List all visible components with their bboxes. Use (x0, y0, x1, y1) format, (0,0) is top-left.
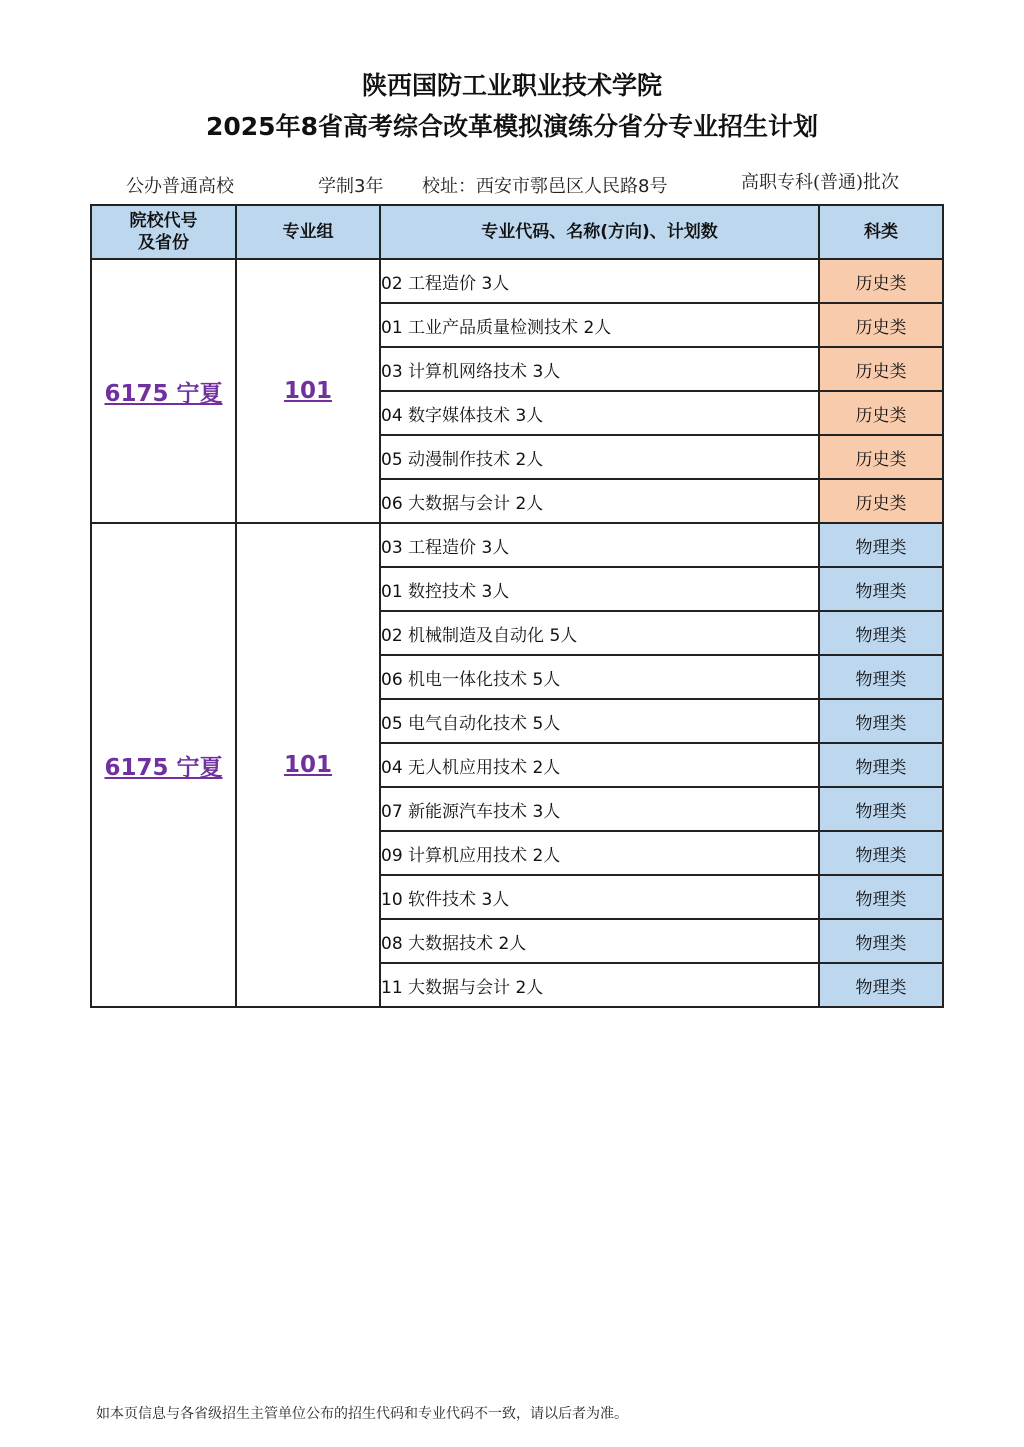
category-cell: 物理类 (819, 699, 943, 743)
category-cell: 物理类 (819, 743, 943, 787)
major-cell: 11 大数据与会计 2人 (380, 963, 819, 1007)
school-code-link[interactable]: 6175 宁夏 (91, 523, 236, 1007)
footer-note: 如本页信息与各省级招生主管单位公布的招生代码和专业代码不一致，请以后者为准。 (96, 1406, 628, 1422)
major-cell: 02 工程造价 3人 (380, 259, 819, 303)
category-cell: 历史类 (819, 479, 943, 523)
batch: 高职专科(普通)批次 (741, 172, 900, 193)
category-cell: 物理类 (819, 963, 943, 1007)
major-group-link[interactable]: 101 (236, 523, 380, 1007)
school-code-link[interactable]: 6175 宁夏 (91, 259, 236, 523)
table-header-row (91, 205, 943, 259)
category-cell: 历史类 (819, 347, 943, 391)
category-cell: 历史类 (819, 259, 943, 303)
category-cell: 历史类 (819, 391, 943, 435)
major-group-link[interactable]: 101 (236, 259, 380, 523)
major-cell: 03 工程造价 3人 (380, 523, 819, 567)
document-title: 陕西国防工业职业技术学院 (361, 71, 662, 100)
header-code-line1: 院校代号 (129, 211, 198, 231)
major-cell: 06 机电一体化技术 5人 (380, 655, 819, 699)
address: 校址：西安市鄠邑区人民路8号 (422, 176, 668, 197)
major-cell: 02 机械制造及自动化 5人 (380, 611, 819, 655)
category-cell: 物理类 (819, 919, 943, 963)
category-cell: 物理类 (819, 787, 943, 831)
major-cell: 07 新能源汽车技术 3人 (380, 787, 819, 831)
major-cell: 01 工业产品质量检测技术 2人 (380, 303, 819, 347)
table-row (91, 523, 943, 567)
major-cell: 09 计算机应用技术 2人 (380, 831, 819, 875)
major-cell: 03 计算机网络技术 3人 (380, 347, 819, 391)
major-cell: 05 电气自动化技术 5人 (380, 699, 819, 743)
category-cell: 物理类 (819, 523, 943, 567)
header-school-code (91, 205, 236, 259)
header-code-line2: 及省份 (138, 233, 189, 253)
header-majors: 专业代码、名称(方向)、计划数 (380, 205, 819, 259)
header-category: 科类 (819, 205, 943, 259)
enrollment-plan-table (90, 204, 944, 1008)
major-cell: 10 软件技术 3人 (380, 875, 819, 919)
category-cell: 历史类 (819, 303, 943, 347)
document-subtitle: 2025年8省高考综合改革模拟演练分省分专业招生计划 (206, 112, 818, 141)
category-cell: 历史类 (819, 435, 943, 479)
table-row (91, 259, 943, 303)
category-cell: 物理类 (819, 655, 943, 699)
major-cell: 04 无人机应用技术 2人 (380, 743, 819, 787)
school-type: 公办普通高校 (126, 176, 234, 197)
header-group: 专业组 (236, 205, 380, 259)
major-cell: 05 动漫制作技术 2人 (380, 435, 819, 479)
category-cell: 物理类 (819, 831, 943, 875)
major-cell: 01 数控技术 3人 (380, 567, 819, 611)
major-cell: 04 数字媒体技术 3人 (380, 391, 819, 435)
major-cell: 08 大数据技术 2人 (380, 919, 819, 963)
duration: 学制3年 (318, 176, 384, 197)
category-cell: 物理类 (819, 611, 943, 655)
major-cell: 06 大数据与会计 2人 (380, 479, 819, 523)
category-cell: 物理类 (819, 875, 943, 919)
category-cell: 物理类 (819, 567, 943, 611)
table-body (91, 259, 943, 1007)
